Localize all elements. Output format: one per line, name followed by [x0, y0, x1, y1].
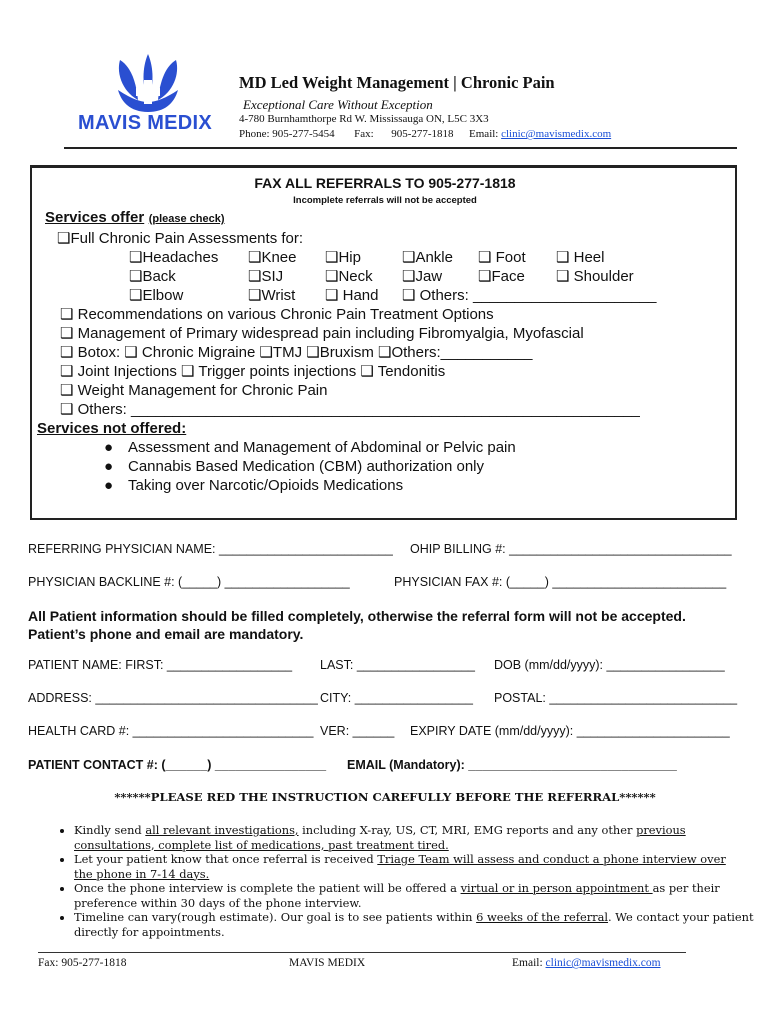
- fax-heading: FAX ALL REFERRALS TO 905-277-1818: [254, 175, 516, 191]
- checkbox-elbow[interactable]: ❑Elbow: [129, 287, 184, 304]
- clinic-email-link[interactable]: clinic@mavismedix.com: [501, 128, 612, 140]
- clinic-address: 4-780 Burnhamthorpe Rd W. Mississauga ON, L5C 3X3: [239, 113, 489, 125]
- option-weight-management[interactable]: ❑ Weight Management for Chronic Pain: [60, 382, 328, 399]
- footer-email: [512, 957, 661, 969]
- option-widespread-pain[interactable]: ❑ Management of Primary widespread pain including Fibromyalgia, Myofascial: [60, 325, 584, 342]
- patient-first-name-field[interactable]: PATIENT NAME: FIRST: __________________: [28, 658, 293, 672]
- checkbox-shoulder[interactable]: ❑ Shoulder: [556, 268, 634, 285]
- logo-text: MAVIS MEDIX: [78, 112, 213, 134]
- ohip-billing-field[interactable]: OHIP BILLING #: ________________________________: [410, 542, 732, 556]
- physician-backline-field[interactable]: PHYSICIAN BACKLINE #: (_____) __________________: [28, 575, 350, 589]
- checkbox-knee[interactable]: ❑Knee: [248, 249, 297, 266]
- patient-notice-line1: All Patient information should be filled completely, otherwise the referral form will not be accepted.: [28, 608, 686, 624]
- bullet-icon: ●: [104, 439, 114, 456]
- option-recommendations[interactable]: ❑ Recommendations on various Chronic Pain Treatment Options: [60, 306, 494, 323]
- instruction-item: • Let your patient know that once referral is received Triage Team will assess and conduct a phone interview over the phone in 7-14 days.: [74, 852, 744, 881]
- patient-last-name-field[interactable]: LAST: _________________: [320, 658, 476, 672]
- full-assessment-checkbox[interactable]: ❑Full Chronic Pain Assessments for:: [57, 230, 304, 247]
- footer-email-label: Email:: [512, 957, 543, 969]
- checkbox-back[interactable]: ❑Back: [129, 268, 176, 285]
- services-offer-heading: [45, 209, 225, 227]
- services-not-offered-heading: Services not offered:: [37, 420, 187, 437]
- patient-postal-field[interactable]: POSTAL: ___________________________: [494, 691, 738, 705]
- checkbox-wrist[interactable]: ❑Wrist: [248, 287, 296, 304]
- patient-dob-field[interactable]: DOB (mm/dd/yyyy): _________________: [494, 658, 725, 672]
- clinic-email-label: Email:: [469, 128, 499, 140]
- footer-fax: Fax: 905-277-1818: [38, 957, 127, 969]
- patient-email-field[interactable]: EMAIL (Mandatory): ______________________________: [347, 758, 677, 772]
- checkbox-sij[interactable]: ❑SIJ: [248, 268, 284, 285]
- expiry-date-field[interactable]: EXPIRY DATE (mm/dd/yyyy): ______________________: [410, 724, 730, 738]
- not-offered-item: ● Taking over Narcotic/Opioids Medications: [104, 477, 404, 494]
- referring-physician-field[interactable]: REFERRING PHYSICIAN NAME: _________________________: [28, 542, 393, 556]
- please-check-label: (please check): [148, 213, 225, 225]
- bullet-icon: ●: [104, 458, 114, 475]
- instruction-item: • Kindly send all relevant investigations, including X-ray, US, CT, MRI, EMG reports and any other previous consultations, complete list of medications, past treatment tired.: [74, 823, 734, 852]
- checkbox-heel[interactable]: ❑ Heel: [556, 249, 605, 266]
- not-offered-item: ● Assessment and Management of Abdominal or Pelvic pain: [104, 439, 516, 456]
- clinic-fax-label: Fax:: [354, 128, 374, 140]
- instruction-item: • Once the phone interview is complete the patient will be offered a virtual or in person appointment as per their preference within 30 days of the phone interview.: [74, 881, 724, 910]
- footer-divider: [38, 952, 686, 953]
- checkbox-neck[interactable]: ❑Neck: [325, 268, 373, 285]
- checkbox-others-body[interactable]: ❑ Others: ______________________: [402, 287, 657, 304]
- checkbox-foot[interactable]: ❑ Foot: [478, 249, 526, 266]
- option-botox[interactable]: ❑ Botox: ❑ Chronic Migraine ❑TMJ ❑Bruxism ❑Others:___________: [60, 344, 533, 361]
- instructions-list: [48, 823, 754, 939]
- option-injections[interactable]: ❑ Joint Injections ❑ Trigger points injections ❑ Tendonitis: [60, 363, 446, 380]
- clinic-fax-number: 905-277-1818: [391, 128, 454, 140]
- patient-address-field[interactable]: ADDRESS: ________________________________: [28, 691, 318, 705]
- option-others[interactable]: ❑ Others: _____________________________________________________________: [60, 401, 640, 418]
- instruction-item: • Timeline can vary(rough estimate). Our goal is to see patients within 6 weeks of the referral. We contact your patient directly for appointments.: [74, 910, 754, 939]
- checkbox-ankle[interactable]: ❑Ankle: [402, 249, 453, 266]
- patient-notice-line2: Patient’s phone and email are mandatory.: [28, 626, 304, 642]
- clinic-title: MD Led Weight Management | Chronic Pain: [239, 73, 555, 92]
- footer-email-link[interactable]: clinic@mavismedix.com: [545, 957, 661, 969]
- checkbox-hand[interactable]: ❑ Hand: [325, 287, 379, 304]
- header-divider: [64, 147, 737, 149]
- version-code-field[interactable]: VER: ______: [320, 724, 395, 738]
- patient-city-field[interactable]: CITY: _________________: [320, 691, 473, 705]
- footer-clinic-name: MAVIS MEDIX: [289, 957, 366, 969]
- checkbox-face[interactable]: ❑Face: [478, 268, 525, 285]
- incomplete-note: Incomplete referrals will not be accepted: [293, 195, 477, 206]
- mavis-medix-logo: [78, 52, 223, 137]
- not-offered-item: ● Cannabis Based Medication (CBM) authorization only: [104, 458, 485, 475]
- patient-contact-field[interactable]: PATIENT CONTACT #: (______) ________________: [28, 758, 327, 772]
- checkbox-hip[interactable]: ❑Hip: [325, 249, 361, 266]
- health-card-field[interactable]: HEALTH CARD #: __________________________: [28, 724, 314, 738]
- clinic-phone: Phone: 905-277-5454: [239, 128, 335, 140]
- physician-fax-field[interactable]: PHYSICIAN FAX #: (_____) _________________________: [394, 575, 727, 589]
- checkbox-headaches[interactable]: ❑Headaches: [129, 249, 219, 266]
- clinic-contact-line: [239, 128, 611, 140]
- services-offer-label: Services offer: [45, 209, 145, 226]
- tagline: Exceptional Care Without Exception: [243, 97, 433, 112]
- bullet-icon: ●: [104, 477, 114, 494]
- checkbox-jaw[interactable]: ❑Jaw: [402, 268, 443, 285]
- instructions-heading: ******PLEASE RED THE INSTRUCTION CAREFULLY BEFORE THE REFERRAL******: [114, 790, 656, 804]
